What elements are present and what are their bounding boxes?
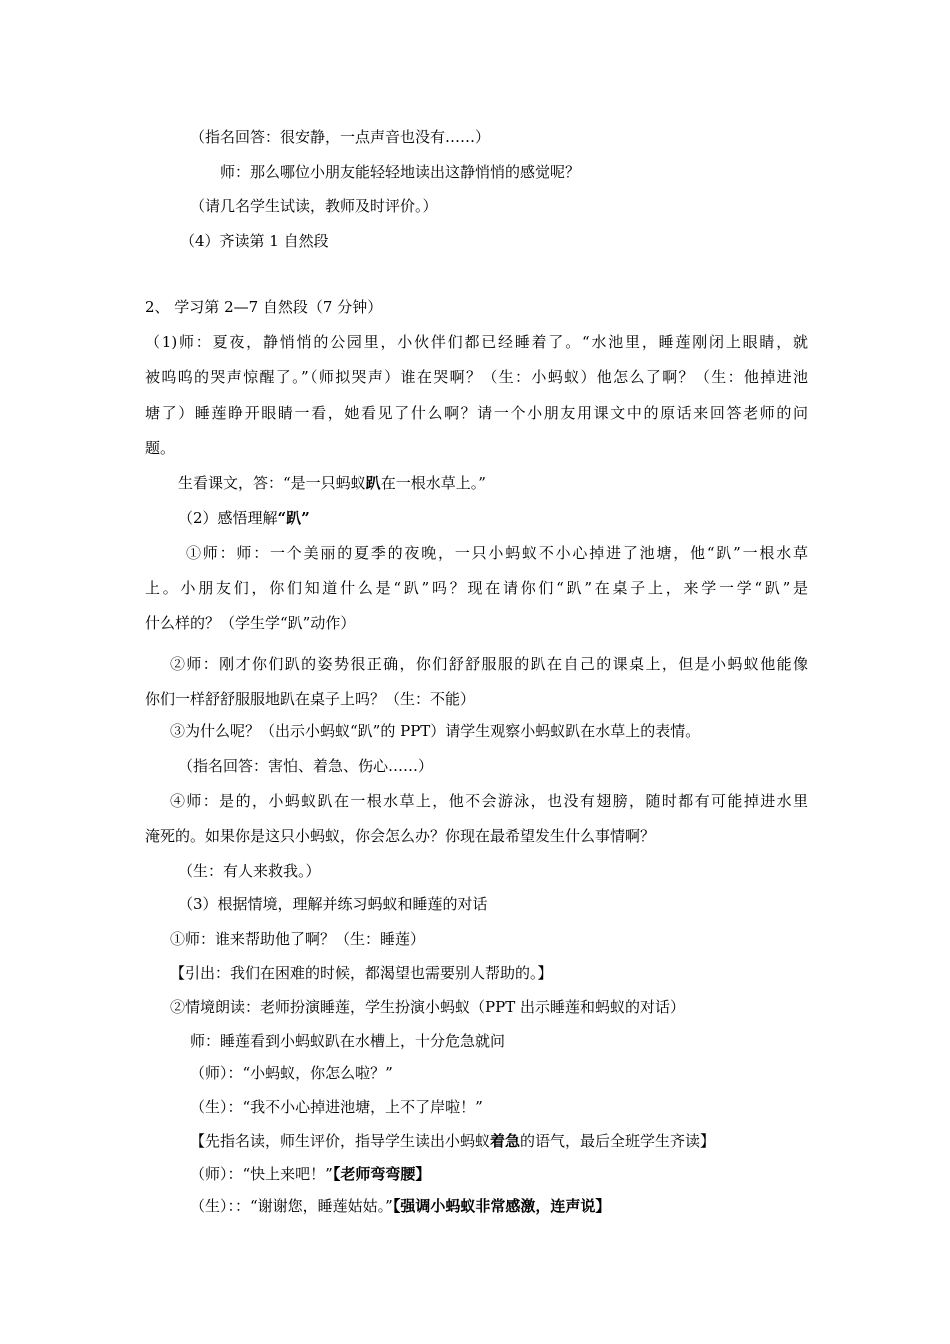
- text-line: 淹死的。如果你是这只小蚂蚁，你会怎么办？你现在最希望发生什么事情啊？: [145, 827, 656, 845]
- subheading-line: （3）根据情境，理解并练习蚂蚁和睡莲的对话: [178, 895, 488, 913]
- text-line: 上。小朋友们，你们知道什么是“趴”吗？现在请你们“趴”在桌子上，来学一学“趴”是: [145, 579, 808, 597]
- text-line: ②情境朗读：老师扮演睡莲，学生扮演小蚂蚁（PPT 出示睡莲和蚂蚁的对话）: [170, 998, 685, 1016]
- dialogue-line: （生）：：“谢谢您，睡莲姑姑。”【强调小蚂蚁非常感激，连声说】: [190, 1197, 611, 1215]
- text-line: 什么样的？（学生学“趴”动作）: [145, 614, 356, 632]
- text-line: ④师：是的，小蚂蚁趴在一根水草上，他不会游泳，也没有翅膀，随时都有可能掉进水里: [170, 792, 808, 810]
- text-line: 塘了）睡莲睁开眼睛一看，她看见了什么啊？请一个小朋友用课文中的原话来回答老师的问: [145, 404, 808, 422]
- section-heading: 2、 学习第 2—7 自然段（7 分钟）: [145, 298, 383, 316]
- text-line: 师：睡莲看到小蚂蚁趴在水槽上，十分危急就问: [190, 1032, 506, 1050]
- guidance-note: 【先指名读，师生评价，指导学生读出小蚂蚁着急的语气，最后全班学生齐读】: [190, 1132, 716, 1150]
- text-line: （生：有人来救我。）: [178, 862, 321, 880]
- text-line: ①师：谁来帮助他了啊？（生：睡莲）: [170, 930, 426, 948]
- text-line: （请几名学生试读，教师及时评价。）: [190, 197, 438, 215]
- text-line: 你们一样舒舒服服地趴在桌子上吗？（生：不能）: [145, 690, 476, 708]
- answer-line: 生看课文，答：“是一只蚂蚁趴在一根水草上。”: [178, 474, 486, 492]
- text-line: ③为什么呢？（出示小蚂蚁“趴”的 PPT）请学生观察小蚂蚁趴在水草上的表情。: [170, 722, 701, 740]
- text-line: （指名回答：很安静，一点声音也没有……）: [190, 128, 491, 146]
- text-line: ②师：刚才你们趴的姿势很正确，你们舒舒服服的趴在自己的课桌上，但是小蚂蚁他能像: [170, 655, 808, 673]
- text-line: （4）齐读第 1 自然段: [180, 232, 329, 250]
- dialogue-line: （生）：“我不小心掉进池塘，上不了岸啦！”: [190, 1098, 483, 1116]
- text-line: （1)师：夏夜，静悄悄的公园里，小伙伴们都已经睡着了。“水池里，睡莲刚闭上眼睛，就: [145, 333, 808, 351]
- text-line: 师：那么哪位小朋友能轻轻地读出这静悄悄的感觉呢？: [220, 163, 581, 181]
- subheading-line: （2）感悟理解“趴”: [178, 509, 310, 527]
- text-line: （指名回答：害怕、着急、伤心……）: [178, 757, 434, 775]
- text-line: ①师：师：一个美丽的夏季的夜晚，一只小蚂蚁不小心掉进了池塘，他“趴”一根水草: [186, 544, 808, 562]
- text-line: 被呜呜的哭声惊醒了。”（师拟哭声）谁在哭啊？（生：小蚂蚁）他怎么了啊？（生：他掉进池: [145, 368, 808, 386]
- text-line: 题。: [145, 439, 176, 457]
- text-line: 【引出：我们在困难的时候，都渴望也需要别人帮助的。】: [170, 964, 553, 982]
- dialogue-line: （师）：“快上来吧！”【老师弯弯腰】: [190, 1165, 431, 1183]
- dialogue-line: （师）：“小蚂蚁，你怎么啦？”: [190, 1064, 393, 1082]
